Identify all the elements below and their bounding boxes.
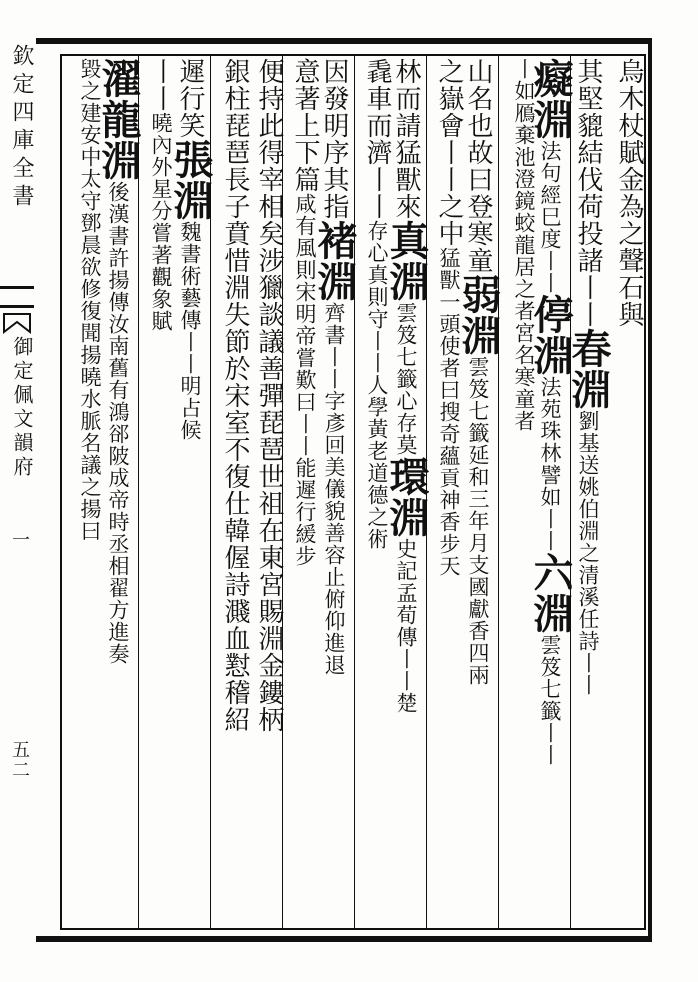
fishtail-mark-icon [2,312,32,334]
column-text: 毳車而濟丨丨 [362,58,392,220]
column-text: 澄鏡蛟龍居之 [512,168,536,300]
headword: 六淵 [527,552,574,634]
column-rule [498,54,499,930]
column-text: 咸有風則宋明帝嘗歎曰丨丨能遲行緩步 [293,193,317,567]
column-text: 烏木杖賦金為之聲石與 [614,58,644,328]
headword: 停淵 [527,294,574,376]
column-text: 曉內外星分嘗著觀象賦 [149,112,173,332]
headword: 環淵 [383,456,430,538]
column-text: 法苑珠林譬如丨丨 [538,376,562,552]
column-text: 之嶽會丨丨之中 [434,58,464,247]
column-text: 便持此得宰相矣涉獵談議善彈琵琶世祖在東宮賜淵金鏤柄 [254,58,284,733]
text-column [527,58,574,924]
text-column [455,58,502,924]
margin-juan-mark: 一 [9,530,30,548]
text-column [608,58,642,924]
margin-page-number: 五二 [9,740,30,780]
column-text: 猛獸一頭使者曰搜奇蘊貢神香步天 [437,247,461,577]
column-text: 雲笈七籤心存莫 [394,302,418,456]
column-text: 意著上下篇 [290,58,320,193]
column-text: 者宮名寒童者 [512,300,536,432]
text-column [565,58,612,924]
text-column [311,58,358,924]
column-text: 遲行笑 [175,58,205,139]
text-column [358,58,390,924]
text-column [167,58,214,924]
headword: 濯龍淵 [95,58,142,181]
headword: 癡淵 [527,58,574,140]
margin-divider [0,286,34,308]
column-text: 存心真則守丨丨 [365,220,389,374]
column-text: 丨丨 [146,58,176,112]
column-rule [138,54,139,930]
column-text: 其堅貔結伐荷投諸丨丨 [573,58,603,328]
column-text: 後漢書許揚傳汝南舊有鴻郤陂成帝時丞相翟方進奏 [106,181,130,665]
text-column [430,58,462,924]
headword: 張淵 [167,139,214,221]
text-column [142,58,174,924]
headword: 褚淵 [311,220,358,302]
column-text: 因發明序其指 [319,58,349,220]
text-column [214,58,248,924]
text-column [64,58,100,924]
column-text: 魏書術藝傳丨丨明占候 [178,221,202,441]
headword: 春淵 [565,328,612,410]
column-text: 山名也故曰登寒童 [463,58,493,274]
text-column [95,58,142,924]
headword: 真淵 [383,220,430,302]
column-text: 劉基送姚伯淵之清溪任詩丨丨 [576,410,600,696]
column-text: 丨如鴈棄池 [512,58,536,168]
column-text: 史記孟荀傳丨丨楚 [394,538,418,714]
text-column [383,58,430,924]
margin-book-title: 欽定四庫全書 [9,44,34,212]
headword: 弱淵 [455,274,502,356]
column-text: 齊書丨丨字彥回美儀貌善容止俯仰進退 [322,302,346,676]
text-column [286,58,318,924]
text-column [248,58,282,924]
column-text: 毀之建安中太守鄧晨欲修復聞揚曉水脈名議之揚曰 [78,58,102,542]
column-text: 雲笈七籤丨丨 [538,634,562,766]
column-text: 銀柱琵琶長子賁惜淵失節於宋室不復仕韓偓詩濺血懟稽紹 [220,58,250,733]
column-text: 人學黃老道德之術 [365,374,389,550]
column-text: 雲笈七籤延和三年月支國獻香四兩 [466,356,490,686]
margin-subtitle: 御定佩文韻府 [10,336,34,480]
text-column [502,58,534,924]
column-text: 林而請猛獸來 [391,58,421,220]
column-text: 法句經巳度丨丨 [538,140,562,294]
column-rule [354,54,355,930]
